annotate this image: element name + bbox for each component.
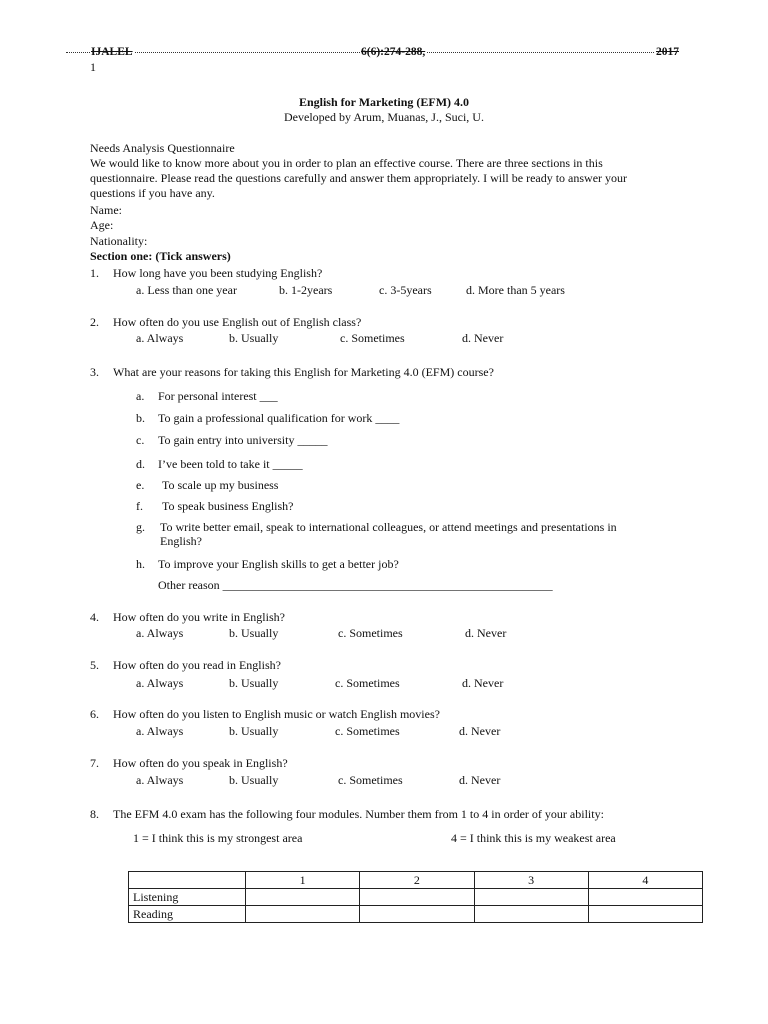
rank-cell[interactable] (588, 906, 702, 923)
option-c[interactable]: c. Sometimes (338, 773, 403, 787)
scale-strongest: 1 = I think this is my strongest area (133, 831, 303, 845)
option-a[interactable]: a. Always (136, 724, 184, 738)
reason-letter: a. (136, 389, 145, 403)
table-header-cell: 1 (246, 872, 360, 889)
intro-paragraph (90, 156, 678, 201)
option-b[interactable]: b. Usually (229, 724, 279, 738)
reason-told-to-take[interactable]: I’ve been told to take it _____ (158, 457, 303, 471)
reason-letter: d. (136, 457, 145, 471)
reason-scale-business[interactable]: To scale up my business (162, 478, 279, 492)
question-text: What are your reasons for taking this English for Marketing 4.0 (EFM) course? (113, 365, 494, 379)
reason-letter: g. (136, 520, 145, 534)
question-number: 4. (90, 610, 99, 624)
option-c[interactable]: c. Sometimes (335, 676, 400, 690)
rank-cell[interactable] (474, 889, 588, 906)
reason-personal-interest[interactable]: For personal interest ___ (158, 389, 278, 403)
table-header-cell: 4 (588, 872, 702, 889)
option-d[interactable]: d. Never (459, 724, 501, 738)
rank-cell[interactable] (246, 889, 360, 906)
table-header-cell: 3 (474, 872, 588, 889)
rank-cell[interactable] (588, 889, 702, 906)
document-authors: Developed by Arum, Muanas, J., Suci, U. (284, 110, 484, 124)
other-reason-field[interactable]: Other reason _______________________________________________________ (158, 578, 553, 592)
question-text: How often do you read in English? (113, 658, 281, 672)
question-text: How long have you been studying English? (113, 266, 323, 280)
reason-better-job[interactable]: To improve your English skills to get a better job? (158, 557, 399, 571)
reason-letter: f. (136, 499, 143, 513)
option-b[interactable]: b. Usually (229, 331, 279, 345)
option-a[interactable]: a. Always (136, 331, 184, 345)
questionnaire-title: Needs Analysis Questionnaire (90, 141, 235, 155)
section-one-heading: Section one: (Tick answers) (90, 249, 231, 263)
journal-name: IJALEL (91, 46, 133, 58)
option-a[interactable]: a. Less than one year (136, 283, 237, 297)
reason-business-english[interactable]: To speak business English? (162, 499, 294, 513)
reason-line: English? (160, 534, 202, 548)
intro-line: questions if you have any. (90, 186, 215, 200)
question-number: 5. (90, 658, 99, 672)
option-a[interactable]: a. Always (136, 626, 184, 640)
page-number: 1 (90, 60, 96, 74)
table-header-cell: 2 (360, 872, 474, 889)
ability-table (128, 871, 703, 923)
option-d[interactable]: d. Never (459, 773, 501, 787)
option-a[interactable]: a. Always (136, 676, 184, 690)
table-header-cell (129, 872, 246, 889)
option-c[interactable]: c. 3-5years (379, 283, 432, 297)
table-header-row (129, 872, 703, 889)
age-field: Age: (90, 218, 114, 232)
option-d[interactable]: d. Never (462, 676, 504, 690)
rank-cell[interactable] (360, 906, 474, 923)
reason-university-entry[interactable]: To gain entry into university _____ (158, 433, 328, 447)
option-d[interactable]: d. Never (462, 331, 504, 345)
document-title: English for Marketing (EFM) 4.0 (298, 95, 470, 109)
row-label-reading: Reading (129, 906, 246, 923)
reason-letter: h. (136, 557, 145, 571)
reason-international-communication[interactable] (160, 520, 678, 548)
table-row (129, 889, 703, 906)
option-b[interactable]: b. Usually (229, 773, 279, 787)
question-text: How often do you listen to English music or watch English movies? (113, 707, 440, 721)
rank-cell[interactable] (360, 889, 474, 906)
intro-line: We would like to know more about you in order to plan an effective course. There are three sections in this (90, 156, 603, 170)
reason-line: To write better email, speak to international colleagues, or attend meetings and presentations in (160, 520, 617, 534)
row-label-listening: Listening (129, 889, 246, 906)
question-number: 8. (90, 807, 99, 821)
rank-cell[interactable] (474, 906, 588, 923)
option-d[interactable]: d. Never (465, 626, 507, 640)
option-c[interactable]: c. Sometimes (338, 626, 403, 640)
option-d[interactable]: d. More than 5 years (466, 283, 565, 297)
question-number: 7. (90, 756, 99, 770)
question-number: 3. (90, 365, 99, 379)
table-row (129, 906, 703, 923)
nationality-field: Nationality: (90, 234, 148, 248)
reason-letter: b. (136, 411, 145, 425)
question-number: 1. (90, 266, 99, 280)
scale-weakest: 4 = I think this is my weakest area (451, 831, 616, 845)
running-header (66, 46, 680, 58)
question-text: How often do you speak in English? (113, 756, 288, 770)
question-text: How often do you write in English? (113, 610, 285, 624)
option-a[interactable]: a. Always (136, 773, 184, 787)
rank-cell[interactable] (246, 906, 360, 923)
question-text: How often do you use English out of English class? (113, 315, 362, 329)
intro-line: questionnaire. Please read the questions carefully and answer them appropriately. I will be ready to answer your (90, 171, 628, 185)
name-field: Name: (90, 203, 122, 217)
option-c[interactable]: c. Sometimes (340, 331, 405, 345)
reason-letter: e. (136, 478, 145, 492)
option-b[interactable]: b. 1-2years (279, 283, 333, 297)
reason-professional-qualification[interactable]: To gain a professional qualification for work ____ (158, 411, 400, 425)
question-number: 2. (90, 315, 99, 329)
journal-year: 2017 (656, 46, 679, 58)
journal-volume: 6(6):274-288, (361, 46, 426, 58)
reason-letter: c. (136, 433, 145, 447)
option-b[interactable]: b. Usually (229, 626, 279, 640)
question-number: 6. (90, 707, 99, 721)
question-text: The EFM 4.0 exam has the following four modules. Number them from 1 to 4 in order of your ability: (113, 807, 604, 821)
option-b[interactable]: b. Usually (229, 676, 279, 690)
option-c[interactable]: c. Sometimes (335, 724, 400, 738)
